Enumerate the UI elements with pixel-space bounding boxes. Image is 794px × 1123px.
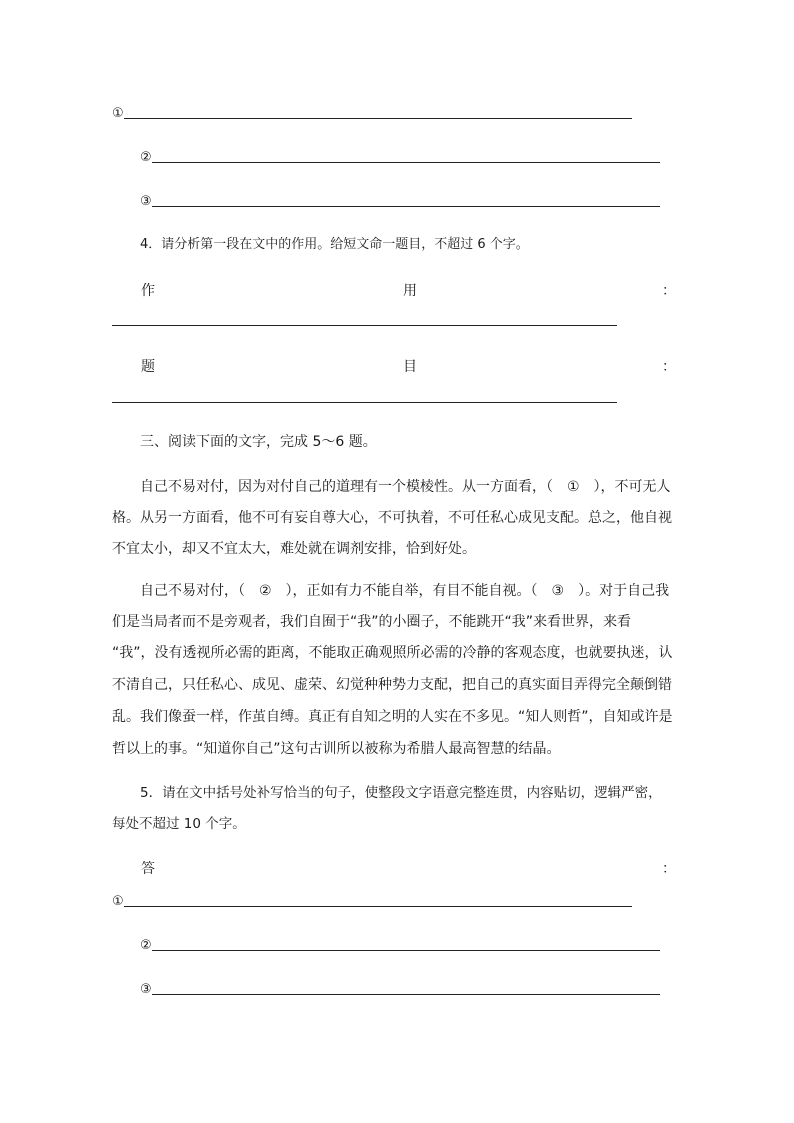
blank-number: ③ [140,982,152,997]
function-label-colon: ： [662,283,676,299]
blank-line [152,206,660,207]
section-3-heading: 三、阅读下面的文字，完成 5～6 题。 [140,434,377,450]
blank-line [124,906,632,907]
blank-number: ② [140,938,152,953]
answer-blank-1[interactable] [112,102,632,122]
question-5-prompt-line-1: 5．请在文中括号处补写恰当的句子，使整段文字语意完整连贯，内容贴切，逻辑严密， [140,785,662,801]
passage-p2-line-1: 自己不易对付，（ ② ），正如有力不能自举，有目不能自视。（ ③ ）。对于自己我 [140,583,670,599]
blank-number: ③ [140,194,152,209]
blank-number: ② [140,150,152,165]
blank-line [152,950,660,951]
answer-blank-2[interactable] [140,146,660,166]
answer-blank-3[interactable] [140,190,660,210]
blank-line [152,994,660,995]
answer-label-colon: ： [662,861,676,877]
q5-answer-blank-1[interactable] [112,890,632,910]
passage-p2-line-5: 乱。我们像蚕一样，作茧自缚。真正有自知之明的人实在不多见。“知人则哲”，自知或许是 [112,709,673,725]
title-answer-line[interactable] [112,402,617,403]
passage-p1-line-3: 不宜太小，却又不宜太大，难处就在调剂安排，恰到好处。 [112,541,476,557]
q5-answer-blank-3[interactable] [140,978,660,998]
title-label-char-2: 目 [403,359,417,375]
passage-p1-line-1: 自己不易对付，因为对付自己的道理有一个模棱性。从一方面看，（ ① ），不可无人 [140,479,671,495]
blank-number: ① [112,106,124,121]
passage-p2-line-6: 哲以上的事。“知道你自己”这句古训所以被称为希腊人最高智慧的结晶。 [112,741,561,757]
title-label-char-1: 题 [141,359,155,375]
title-label-colon: ： [662,359,676,375]
question-4-prompt: 4．请分析第一段在文中的作用。给短文命一题目，不超过 6 个字。 [140,237,529,252]
function-label-char-2: 用 [403,283,417,299]
blank-line [124,118,632,119]
q5-answer-blank-2[interactable] [140,934,660,954]
passage-p2-line-2: 们是当局者而不是旁观者，我们自囿于“我”的小圈子，不能跳开“我”来看世界，来看 [112,614,632,630]
answer-label: 答 [141,861,155,877]
function-answer-line[interactable] [112,325,617,326]
passage-p2-line-4: 不清自己，只任私心、成见、虚荣、幻觉种种势力支配，把自己的真实面目弄得完全颠倒错 [112,677,672,693]
passage-p1-line-2: 格。从另一方面看，他不可有妄自尊大心，不可执着，不可任私心成见支配。总之，他自视 [112,510,672,526]
blank-number: ① [112,894,124,909]
blank-line [152,162,660,163]
passage-p2-line-3: “我”，没有透视所必需的距离，不能取正确观照所必需的冷静的客观态度，也就要执迷，认 [112,645,673,661]
question-5-prompt-line-2: 每处不超过 10 个字。 [112,816,246,832]
function-label-char-1: 作 [141,283,155,299]
